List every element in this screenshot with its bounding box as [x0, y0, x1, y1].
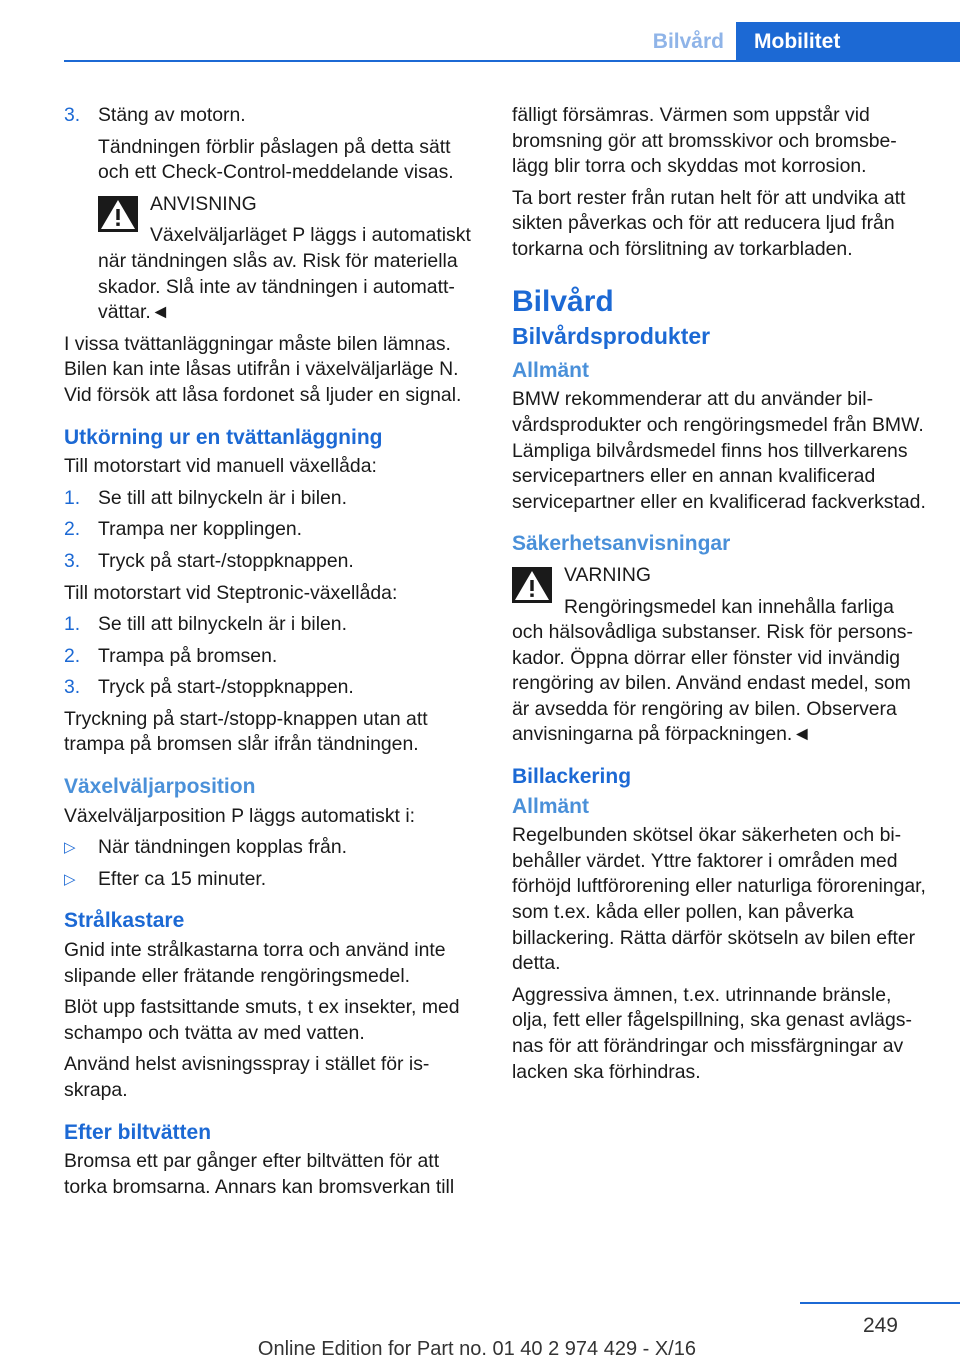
- paragraph: Använd helst avisningsspray i stället för isskrapa.: [64, 1053, 430, 1101]
- paragraph: BMW rekommenderar att du använder bilvårdsprodukter och rengöringsmedel från BMW. Lämpliga bilvårdsmedel finns hos tillverkarens servicepartners eller en annan kvalificerad servicepartner eller en kvalificerad fackverkstad.: [512, 388, 926, 513]
- heading-utkorning: Utkörning ur en tvättanläggning: [64, 425, 383, 449]
- page-footer: [0, 1302, 960, 1360]
- bullet-text: Efter ca 15 minuter.: [98, 867, 267, 890]
- paragraph: Bromsa ett par gånger efter biltvätten för att torka bromsarna. Annars kan bromsverkan till: [64, 1150, 455, 1198]
- warning-triangle-icon: [98, 196, 138, 232]
- warning-box: [512, 563, 926, 748]
- paragraph: Ta bort rester från rutan helt för att undvika att sikten påverkas och för att reducera ljud från torkarna och förslitning av torkarbladen.: [512, 186, 906, 260]
- step-number: 3.: [64, 104, 81, 126]
- step-item: [64, 103, 478, 129]
- list-item: [64, 549, 478, 575]
- step-number: 3.: [64, 676, 81, 699]
- step-number: 1.: [64, 613, 81, 636]
- paragraph: fälligt försämras. Värmen som uppstår vid bromsning gör att bromsskivor och bromsbelägg blir torra och skyddas mot korrosion.: [512, 104, 897, 178]
- paragraph: Gnid inte strålkastarna torra och använd inte slipande eller frätande rengöringsmedel.: [64, 939, 446, 987]
- step-text: Tryck på start-/stoppknappen.: [98, 549, 354, 572]
- footer-rule: [800, 1302, 960, 1304]
- section-tab-mobilitet[interactable]: Mobilitet: [736, 22, 960, 62]
- heading-allmant: Allmänt: [512, 358, 590, 382]
- heading-vaxelvaljarposition: Växelväljarposition: [64, 775, 256, 799]
- step-number: 2.: [64, 644, 81, 667]
- warning-triangle-icon: [512, 567, 552, 603]
- section-tab-bilvard[interactable]: Bilvård: [652, 30, 724, 53]
- manual-steps-list: [64, 486, 478, 575]
- step-text: Se till att bilnyckeln är i bilen.: [98, 486, 347, 509]
- page-header: [0, 22, 960, 62]
- chapter-title: Bilvård: [512, 284, 614, 318]
- list-item: [64, 867, 478, 893]
- list-item: [64, 612, 478, 638]
- steptronic-steps-list: [64, 612, 478, 701]
- paragraph: Till motorstart vid Steptronic-växellåda:: [64, 581, 398, 604]
- bullet-text: När tändningen kopplas från.: [98, 836, 348, 859]
- notice-text: Växelväljarläget P läggs i automatiskt när tändningen slås av. Risk för materiella skador. Slå inte av tändningen i automattvättar.◄: [98, 224, 471, 324]
- heading-billackering: Billackering: [512, 765, 632, 789]
- notice-title: ANVISNING: [150, 192, 257, 215]
- warning-title: VARNING: [564, 563, 651, 586]
- paragraph: Tryckning på start-/stopp-knappen utan att trampa på bromsen slår ifrån tändningen.: [64, 707, 428, 756]
- paragraph: Till motorstart vid manuell växellåda:: [64, 455, 377, 478]
- paragraph: Aggressiva ämnen, t.ex. utrinnande bränsle, olja, fett eller fågelspillning, ska genast avlägsnas för att förändringar och missfärgningar av lacken ska förhindras.: [512, 983, 912, 1083]
- header-rule: [64, 60, 960, 62]
- heading-stralkastare: Strålkastare: [64, 909, 185, 933]
- warning-text: Rengöringsmedel kan innehålla farliga och hälsovådliga substanser. Risk för personskador. Öppna dörrar eller fönster vid invändig rengöring av bilen. Använd endast medel, som är avsedda för rengöring av bilen. Observera anvisningarna på förpackningen.◄: [512, 595, 913, 746]
- edition-note: Online Edition for Part no. 01 40 2 974 429 - X/16: [257, 1338, 696, 1360]
- paragraph: I vissa tvättanläggningar måste bilen lämnas. Bilen kan inte låsas utifrån i växelväljarläge N. Vid försök att låsa fordonet så ljuder en signal.: [64, 332, 462, 406]
- heading-efter-biltvatten: Efter biltvätten: [64, 1120, 212, 1144]
- paragraph: Regelbunden skötsel ökar säkerheten och bibehåller värdet. Yttre faktorer i områden med förhöjd luftförorening eller naturliga föroreningar, som t.ex. kåda eller pollen, kan påverka billackering. Rätta därför skötseln av bilen efter detta.: [512, 824, 926, 975]
- step-text: Trampa ner kopplingen.: [98, 518, 303, 541]
- page-number: 249: [862, 1314, 898, 1337]
- bullet-triangle-icon: ▷: [64, 839, 76, 857]
- step-text: Tryck på start-/stoppknappen.: [98, 676, 354, 699]
- step-note: Tändningen förblir påslagen på detta sätt och ett Check-Control-meddelande visas.: [98, 135, 454, 184]
- step-number: 2.: [64, 518, 81, 541]
- list-item: [64, 486, 478, 512]
- heading-allmant: Allmänt: [512, 794, 590, 818]
- step-text: Trampa på bromsen.: [98, 644, 278, 667]
- list-item: [64, 675, 478, 701]
- list-item: [64, 835, 478, 861]
- list-item: [64, 517, 478, 543]
- notice-box: [98, 192, 478, 326]
- step-text: Stäng av motorn.: [98, 104, 246, 126]
- step-number: 1.: [64, 486, 81, 509]
- right-column: [512, 103, 926, 1091]
- step-text: Se till att bilnyckeln är i bilen.: [98, 613, 347, 636]
- list-item: [64, 644, 478, 670]
- paragraph: Blöt upp fastsittande smuts, t ex insekter, med schampo och tvätta av med vatten.: [64, 996, 460, 1044]
- step-number: 3.: [64, 549, 81, 572]
- heading-sakerhetsanvisningar: Säkerhetsanvisningar: [512, 532, 731, 556]
- left-column: [64, 103, 478, 1206]
- section-title: Bilvårdsprodukter: [512, 323, 711, 350]
- paragraph: Växelväljarposition P läggs automatiskt i:: [64, 804, 416, 827]
- bullet-triangle-icon: ▷: [64, 870, 76, 888]
